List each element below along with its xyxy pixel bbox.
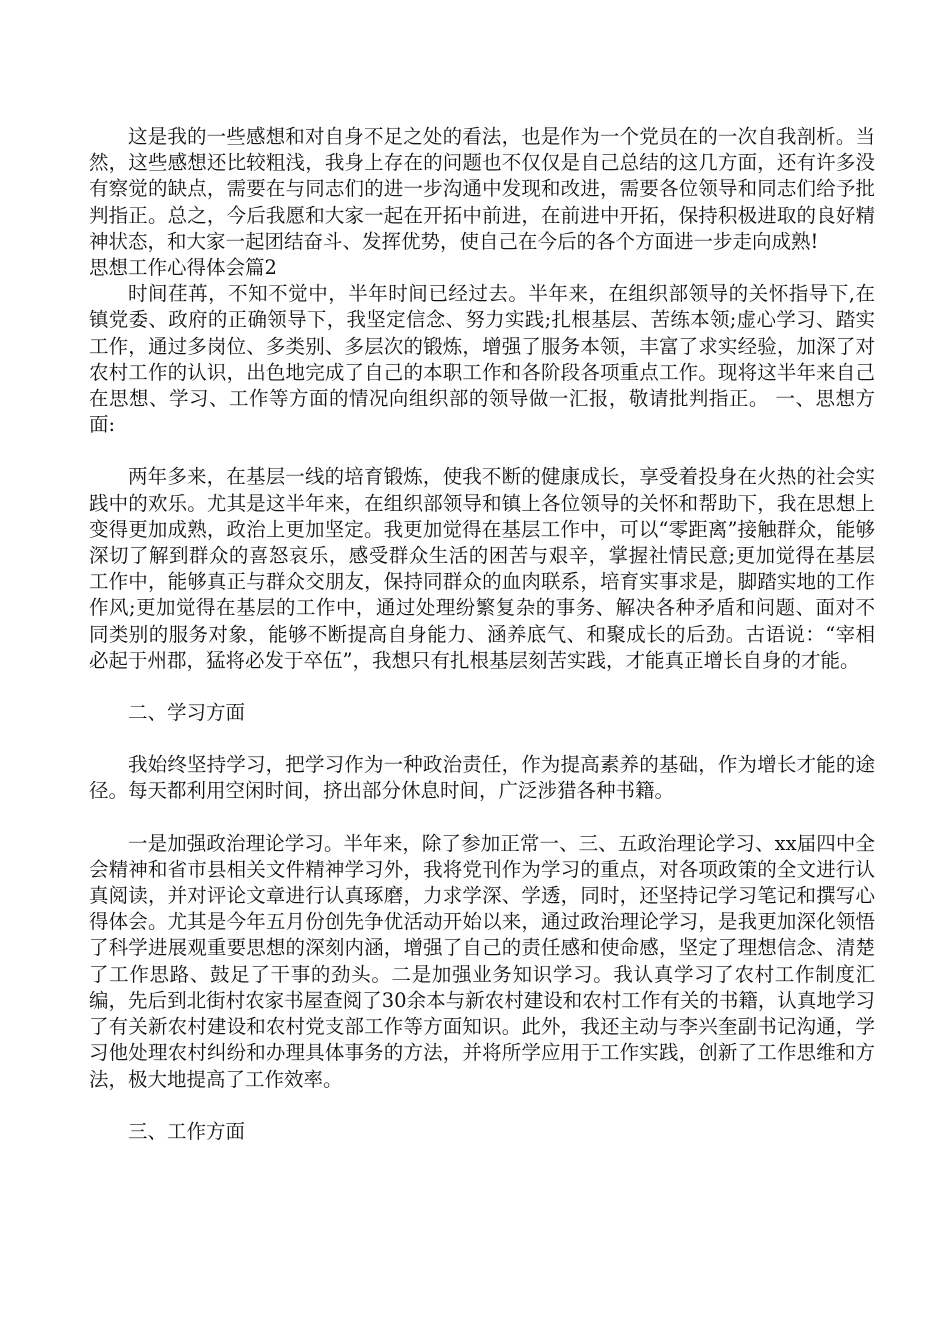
spacer xyxy=(89,674,875,700)
paragraph-thought-aspect: 两年多来，在基层一线的培育锻炼，使我不断的健康成长，享受着投身在火热的社会实践中的欢乐。尤其是这半年来，在组织部领导和镇上各位领导的关怀和帮助下，我在思想上变得更加成熟，政治上更加坚定。我更加觉得在基层工作中，可以“零距离”接触群众，能够深切了解到群众的喜怒哀乐，感受群众生活的困苦与艰辛，掌握社情民意;更加觉得在基层工作中，能够真正与群众交朋友，保持同群众的血肉联系，培育实事求是，脚踏实地的工作作风;更加觉得在基层的工作中，通过处理纷繁复杂的事务、解决各种矛盾和问题、面对不同类别的服务对象，能够不断提高自身能力、涵养底气、和聚成长的后劲。古语说：“宰相必起于州郡，猛将必发于卒伍”，我想只有扎根基层刻苦实践，才能真正增长自身的才能。 xyxy=(89,465,875,672)
spacer xyxy=(89,1093,875,1119)
document-page xyxy=(89,124,875,1145)
spacer xyxy=(89,726,875,752)
paragraph-study-intro: 我始终坚持学习，把学习作为一种政治责任，作为提高素养的基础，作为增长才能的途径。每天都利用空闲时间，挤出部分休息时间，广泛涉猎各种书籍。 xyxy=(89,753,875,803)
paragraph-self-reflection: 这是我的一些感想和对自身不足之处的看法，也是作为一个党员在的一次自我剖析。当然，这些感想还比较粗浅，我身上存在的问题也不仅仅是自己总结的这几方面，还有许多没有察觉的缺点，需要在与同志们的进一步沟通中发现和改进，需要各位领导和同志们给予批判指正。总之，今后我愿和大家一起在开拓中前进，在前进中开拓，保持积极进取的良好精神状态，和大家一起团结奋斗、发挥优势，使自己在今后的各个方面进一步走向成熟! xyxy=(89,125,875,253)
paragraph-study-detail: 一是加强政治理论学习。半年来，除了参加正常一、三、五政治理论学习、xx届四中全会精神和省市县相关文件精神学习外，我将党刊作为学习的重点，对各项政策的全文进行认真阅读，并对评论文章进行认真琢磨，力求学深、学透，同时，还坚持记学习笔记和撰写心得体会。尤其是今年五月份创先争优活动开始以来，通过政治理论学习，是我更加深化领悟了科学进展观重要思想的深刻内涵，增强了自己的责任感和使命感，坚定了理想信念、清楚了工作思路、鼓足了干事的劲头。二是加强业务知识学习。我认真学习了农村工作制度汇编，先后到北街村农家书屋查阅了30余本与新农村建设和农村工作有关的书籍，认真地学习了有关新农村建设和农村党支部工作等方面知识。此外，我还主动与李兴奎副书记沟通，学习他处理农村纠纷和办理具体事务的方法，并将所学应用于工作实践，创新了工作思维和方法，极大地提高了工作效率。 xyxy=(89,831,875,1091)
section-heading-study: 二、学习方面 xyxy=(128,701,246,725)
section-heading-work: 三、工作方面 xyxy=(128,1119,246,1143)
article-title: 思想工作心得体会篇2 xyxy=(89,256,277,280)
spacer xyxy=(89,438,875,464)
paragraph-introduction: 时间荏苒，不知不觉中，半年时间已经过去。半年来，在组织部领导的关怀指导下,在镇党委、政府的正确领导下，我坚定信念、努力实践;扎根基层、苦练本领;虚心学习、踏实工作，通过多岗位、多类别、多层次的锻炼，增强了服务本领，丰富了求实经验，加深了对农村工作的认识，出色地完成了自己的本职工作和各阶段各项重点工作。现将这半年来自己在思想、学习、工作等方面的情况向组织部的领导做一汇报，敬请批判指正。 一、思想方面: xyxy=(89,282,875,437)
spacer xyxy=(89,805,875,831)
